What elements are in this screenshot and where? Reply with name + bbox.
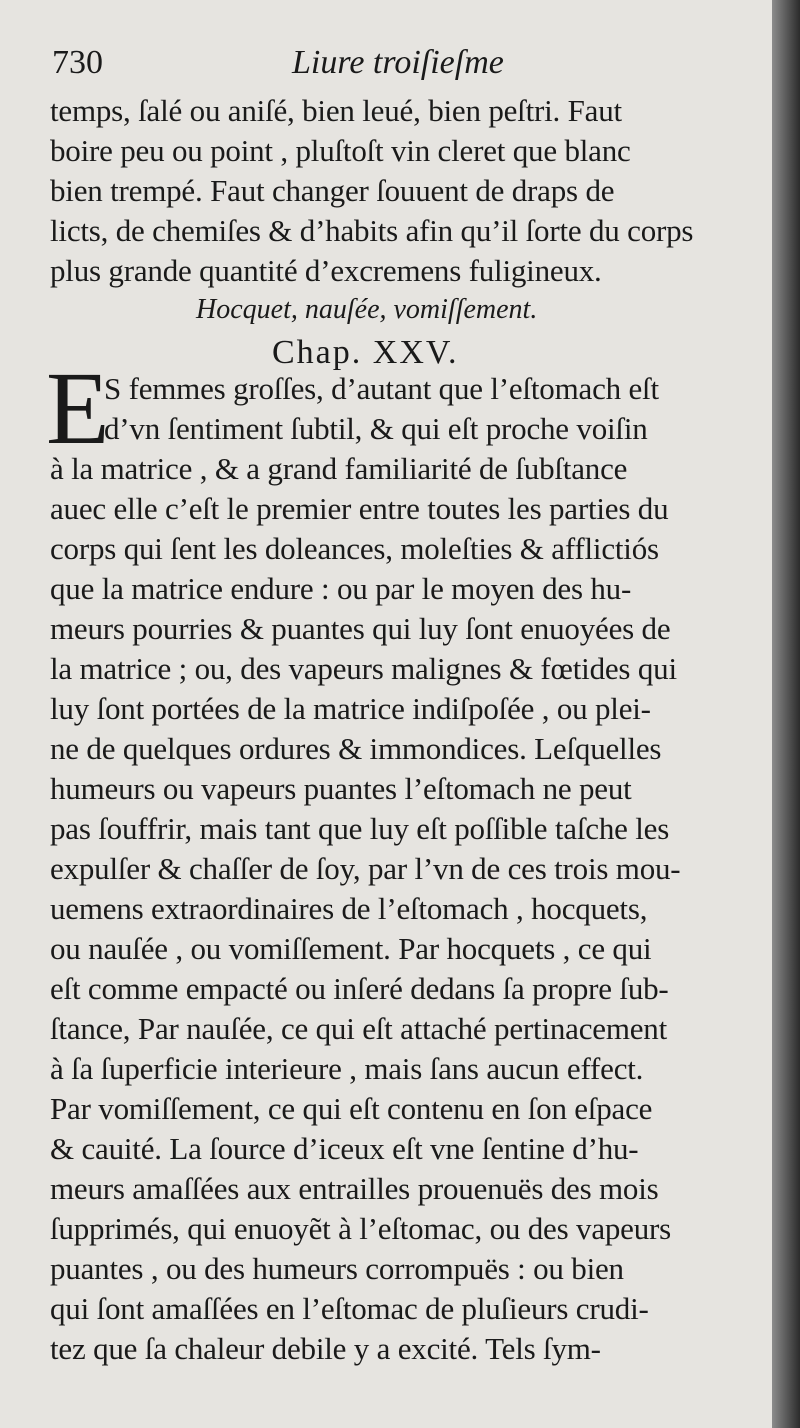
text-line: humeurs ou vapeurs puantes l’eſtomach ne peut — [50, 771, 632, 806]
text-line: tez que ſa chaleur debile y a excité. Tels ſym- — [50, 1331, 601, 1366]
text-line: à ſa ſuperficie interieure , mais ſans aucun effect. — [50, 1051, 644, 1086]
text-line: ſupprimés, qui enuoyẽt à l’eſtomac, ou des vapeurs — [50, 1211, 672, 1246]
text-line: plus grande quantité d’excremens fuligineux. — [50, 253, 602, 288]
page-header — [52, 44, 742, 94]
text-line: meurs amaſſées aux entrailles prouenuës des mois — [50, 1171, 659, 1206]
text-line: qui ſont amaſſées en l’eſtomac de pluſieurs crudi- — [50, 1291, 649, 1326]
text-line: la matrice ; ou, des vapeurs malignes & fœtides qui — [50, 651, 677, 686]
text-line: que la matrice endure : ou par le moyen des hu- — [50, 571, 632, 606]
running-title: Liure troiſieſme — [292, 44, 504, 81]
text-line: & cauité. La ſource d’iceux eſt vne ſentine d’hu- — [50, 1131, 639, 1166]
text-line: auec elle c’eſt le premier entre toutes les parties du — [50, 491, 669, 526]
text-line: meurs pourries & puantes qui luy ſont enuoyées de — [50, 611, 671, 646]
text-line: bien trempé. Faut changer ſouuent de draps de — [50, 173, 615, 208]
text-line: expulſer & chaſſer de ſoy, par l’vn de ces trois mou- — [50, 851, 681, 886]
text-line: licts, de chemiſes & d’habits afin qu’il ſorte du corps — [50, 213, 694, 248]
text-line: corps qui ſent les doleances, moleſties & afflictiós — [50, 531, 659, 566]
text-line: d’vn ſentiment ſubtil, & qui eſt proche voiſin — [104, 411, 648, 446]
text-line: S femmes groſſes, d’autant que l’eſtomach eſt — [104, 371, 659, 406]
text-line: ou nauſée , ou vomiſſement. Par hocquets , ce qui — [50, 931, 652, 966]
text-line: uemens extraordinaires de l’eſtomach , hocquets, — [50, 891, 648, 926]
text-line: pas ſouffrir, mais tant que luy eſt poſſible taſche les — [50, 811, 670, 846]
text-line: ne de quelques ordures & immondices. Leſquelles — [50, 731, 662, 766]
page-number: 730 — [52, 44, 103, 81]
text-line: ſtance, Par nauſée, ce qui eſt attaché pertinacement — [50, 1011, 668, 1046]
text-line: luy ſont portées de la matrice indiſpoſée , ou plei- — [50, 691, 651, 726]
page-gutter-shadow — [772, 0, 800, 1428]
text-line: à la matrice , & a grand familiarité de ſubſtance — [50, 451, 628, 486]
text-line: puantes , ou des humeurs corrompuës : ou bien — [50, 1251, 624, 1286]
text-line: Par vomiſſement, ce qui eſt contenu en ſon eſpace — [50, 1091, 653, 1126]
chapter-heading: Chap. XXV. — [272, 334, 459, 371]
text-line: temps, ſalé ou aniſé, bien leué, bien peſtri. Faut — [50, 93, 622, 128]
drop-cap: E — [46, 351, 110, 466]
section-subtitle: Hocquet, nauſée, vomiſſement. — [196, 294, 538, 325]
text-line: boire peu ou point , pluſtoſt vin cleret que blanc — [50, 133, 631, 168]
text-line: eſt comme empacté ou inſeré dedans ſa propre ſub- — [50, 971, 669, 1006]
